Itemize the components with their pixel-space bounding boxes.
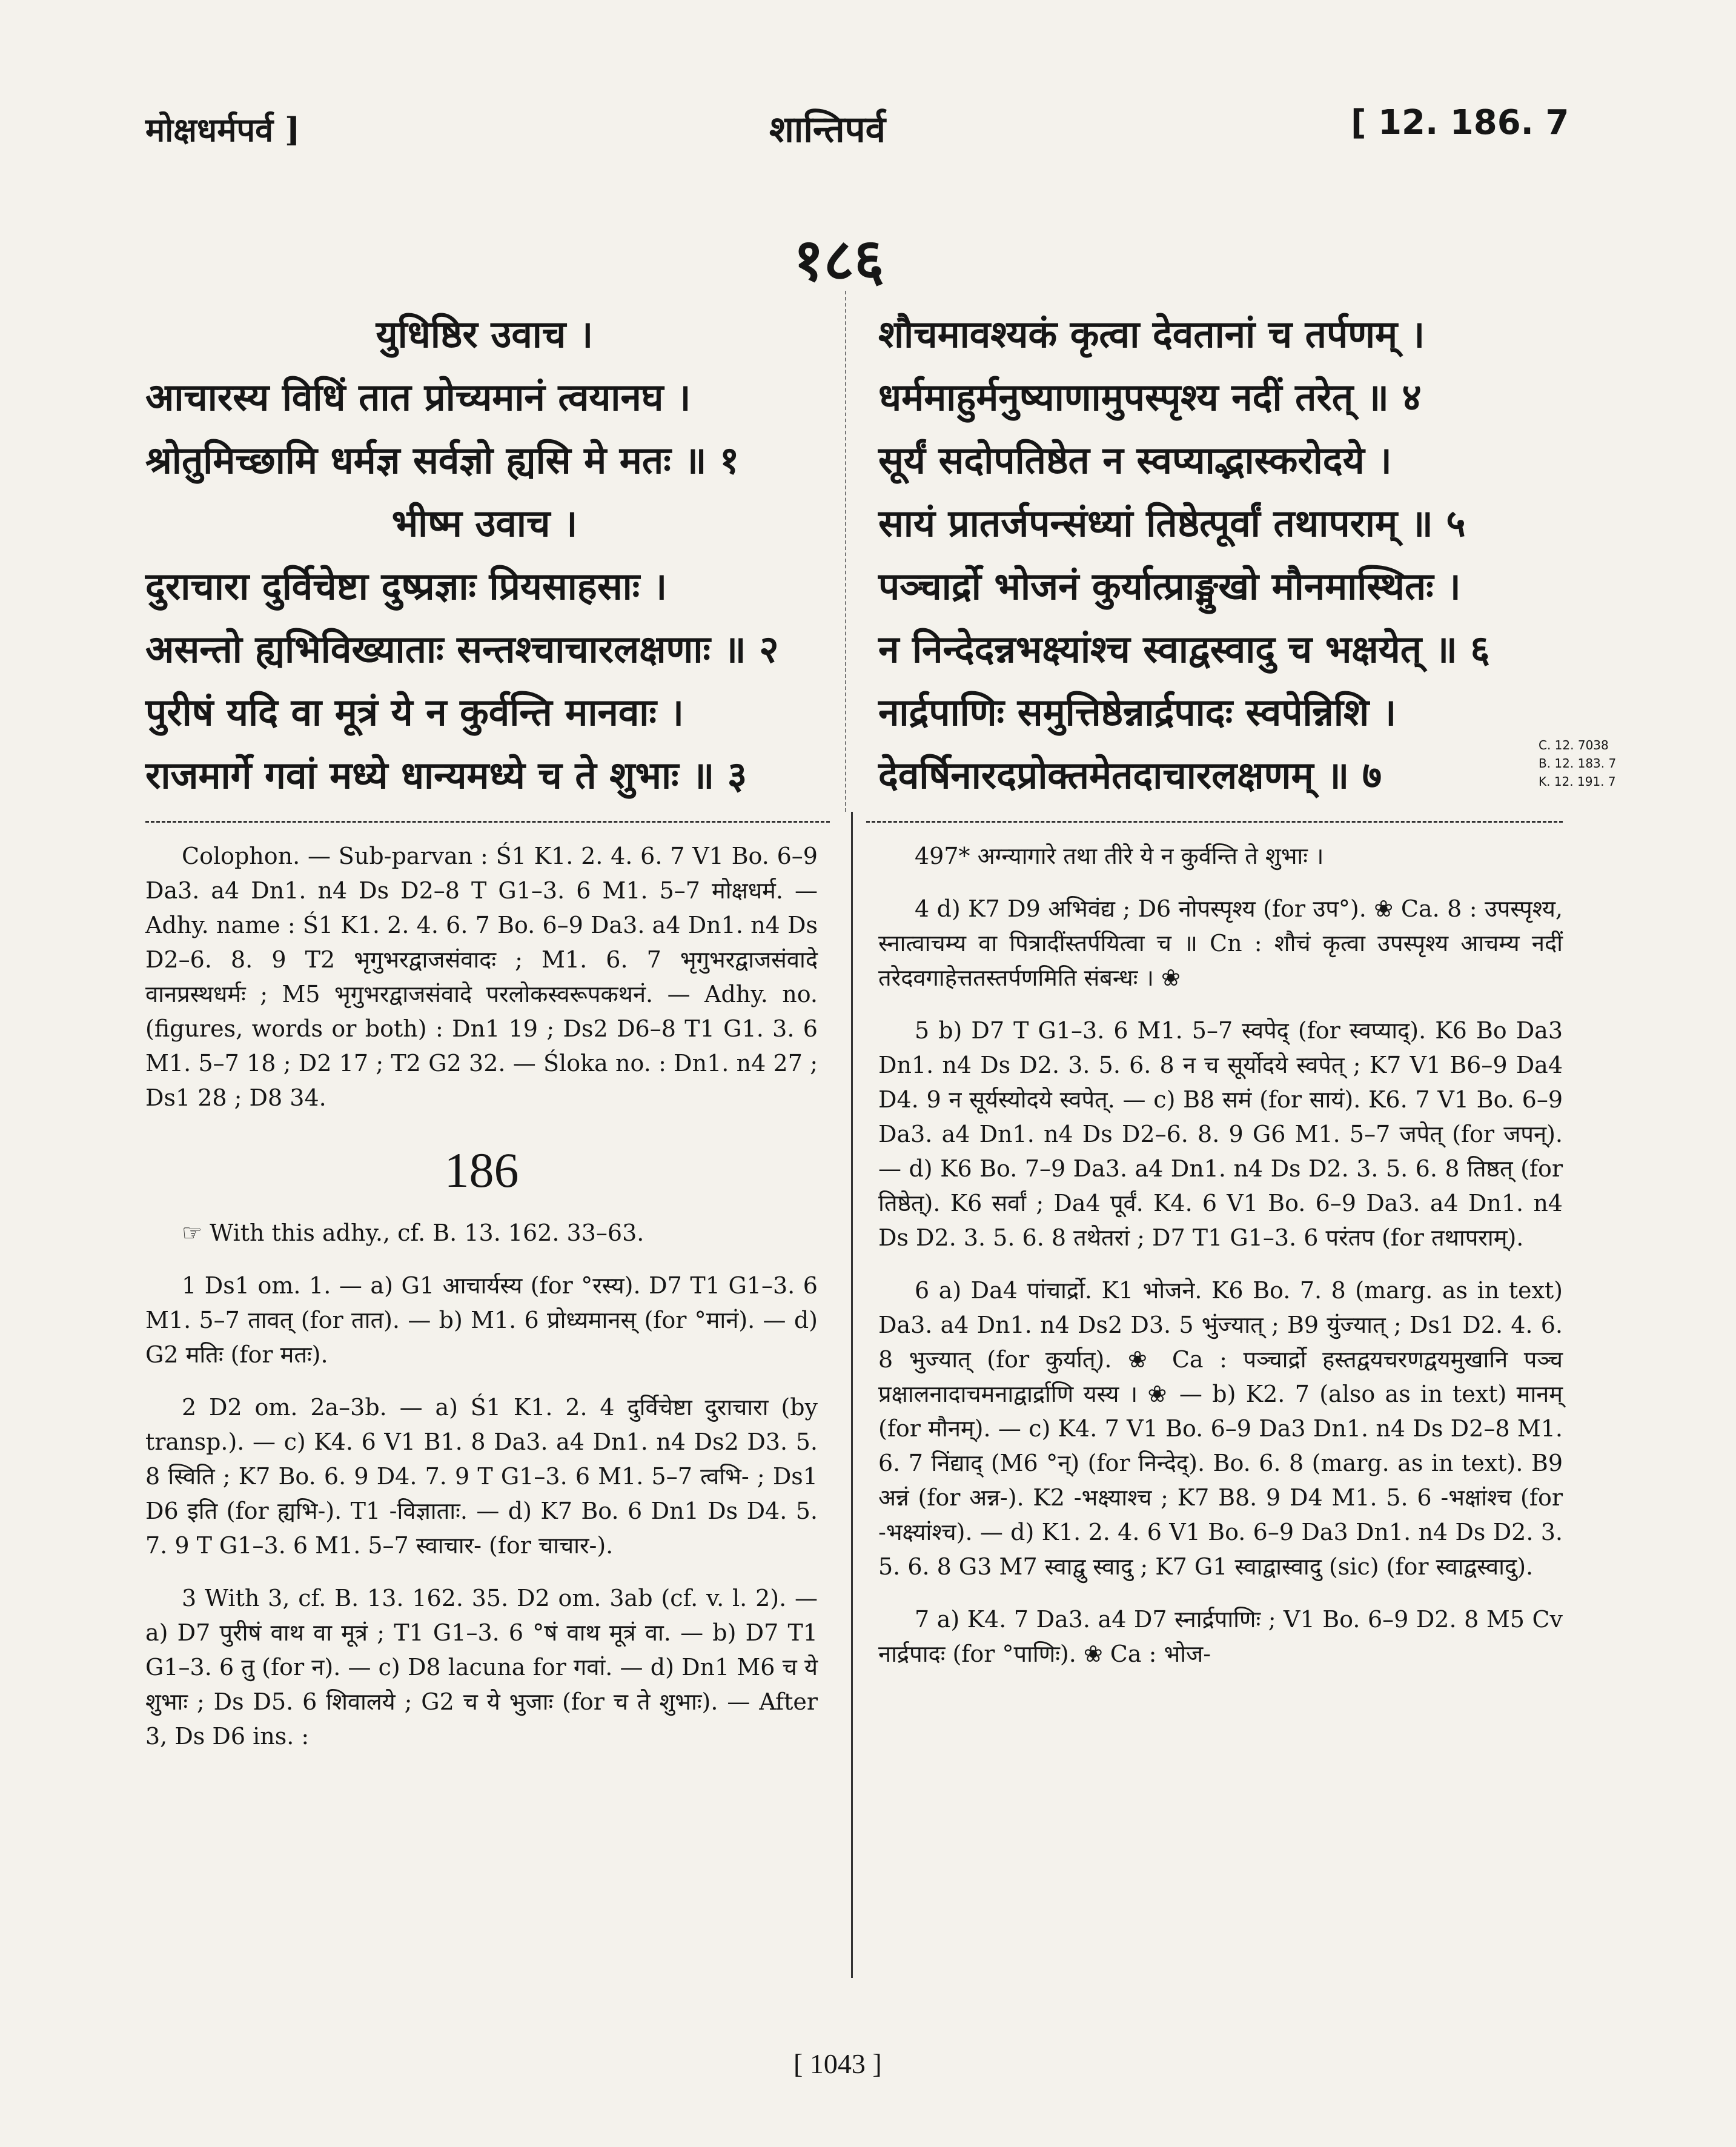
verse-line: पुरीषं यदि वा मूत्रं ये न कुर्वन्ति मानवाः । bbox=[145, 690, 684, 734]
verse-notes-divider-right bbox=[866, 821, 1563, 823]
variant-note-2: 2 D2 om. 2a–3b. — a) Ś1 K1. 2. 4 दुर्विचेष्टा दुराचारा (by transp.). — c) K4. 6 V1 B1. 8 Da3. a4 Dn1. n4 Ds2 D3. 5. 8 स्विति ; K7 Bo. 6. 9 D4. 7. 9 T G1–3. 6 M1. 5–7 त्वभि- ; Ds1 D6 इति (for ह्यभि-). T1 -विज्ञाताः. — d) K7 Bo. 6 Dn1 Ds D4. 5. 7. 9 T G1–3. 6 M1. 5–7 स्वाचार- (for चाचार-). bbox=[145, 1394, 818, 1559]
verse-line: भीष्म उवाच । bbox=[391, 501, 578, 545]
variant-note-4: 4 d) K7 D9 अभिवंद्य ; D6 नोपस्पृश्य (for उप°). ❀ Ca. 8 : उपस्पृश्य, स्नात्वाचम्य वा पित्रादींस्तर्पयित्वा च ॥ Cn : शौचं कृत्वा उपस्पृश्य आचम्य नदीं तरेदवगाहेत्ततस्तर्पणमिति संबन्धः । ❀ bbox=[878, 895, 1563, 991]
page-number: [ 1043 ] bbox=[793, 2048, 882, 2079]
verse-line: युधिष्ठिर उवाच । bbox=[376, 312, 594, 356]
concordance-ref: K. 12. 191. 7 bbox=[1539, 774, 1616, 789]
verse-line: दुराचारा दुर्विचेष्टा दुष्प्रज्ञाः प्रियसाहसाः । bbox=[145, 564, 668, 608]
colophon-note: Colophon. — Sub-parvan : Ś1 K1. 2. 4. 6. 7 V1 Bo. 6–9 Da3. a4 Dn1. n4 Ds D2–8 T G1–3. 6 M1. 5–7 मोक्षधर्म. — Adhy. name : Ś1 K1. 2. 4. 6. 7 Bo. 6–9 Da3. a4 Dn1. n4 Ds D2–6. 8. 9 T2 भृगुभरद्वाजसंवादः ; M1. 6. 7 भृगुभरद्वाजसंवादे वानप्रस्थधर्मः ; M5 भृगुभरद्वाजसंवादे परलोकस्वरूपकथनं. — Adhy. no. (figures, words or both) : Dn1 19 ; Ds2 D6–8 T1 G1. 3. 6 M1. 5–7 18 ; D2 17 ; T2 G2 32. — Śloka no. : Dn1. n4 27 ; Ds1 28 ; D8 34. bbox=[145, 843, 818, 1111]
variant-note-1: 1 Ds1 om. 1. — a) G1 आचार्यस्य (for °रस्य). D7 T1 G1–3. 6 M1. 5–7 तावत् (for तात). — b) M1. 6 प्रोध्यमानस् (for °मानं). — d) G2 मतिः (for मतः). bbox=[145, 1272, 818, 1368]
verse-line: आचारस्य विधिं तात प्रोच्यमानं त्वयानघ । bbox=[145, 375, 691, 419]
variant-note-3: 3 With 3, cf. B. 13. 162. 35. D2 om. 3ab (cf. v. l. 2). — a) D7 पुरीषं वाथ वा मूत्रं ; T1 G1–3. 6 °षं वाथ मूत्रं वा. — b) D7 T1 G1–3. 6 तु (for न). — c) D8 lacuna for गवां. — d) Dn1 M6 च ये शुभाः ; Ds D5. 6 शिवालये ; G2 च ये भुजाः (for च ते शुभाः). — After 3, Ds D6 ins. : bbox=[145, 1585, 818, 1750]
verse-notes-divider-left bbox=[145, 821, 830, 823]
verse-line: शौचमावश्यकं कृत्वा देवतानां च तर्पणम् । bbox=[878, 312, 1425, 356]
running-head-left: मोक्षधर्मपर्व ] bbox=[145, 110, 300, 149]
verse-line: राजमार्गे गवां मध्ये धान्यमध्ये च ते शुभाः ॥ ३ bbox=[145, 753, 747, 797]
concordance-ref: B. 12. 183. 7 bbox=[1539, 756, 1617, 771]
column-divider-top bbox=[845, 291, 846, 812]
critical-apparatus-right bbox=[878, 839, 1563, 1690]
adhyaya-number: 186 bbox=[444, 1143, 519, 1198]
verses-right-column bbox=[878, 303, 1557, 807]
variant-note-5: 5 b) D7 T G1–3. 6 M1. 5–7 स्वपेद् (for स्वप्याद्). K6 Bo Da3 Dn1. n4 Ds D2. 3. 5. 6. 8 न च सूर्योदये स्वपेत् ; K7 V1 B6–9 Da4 D4. 9 न सूर्यस्योदये स्वपेत्. — c) B8 समं (for सायं). K6. 7 V1 Bo. 6–9 Da3. a4 Dn1. n4 Ds D2–6. 8. 9 G6 M1. 5–7 जपेत् (for जपन्). — d) K6 Bo. 7–9 Da3. a4 Dn1. n4 Ds D2. 3. 5. 6. 8 तिष्ठत् (for तिष्ठेत्). K6 सर्वां ; Da4 पूर्वं. K4. 6 V1 Bo. 6–9 Da3. a4 Dn1. n4 Ds D2. 3. 5. 6. 8 तथेतरां ; D7 T1 G1–3. 6 परंतप (for तथापराम्). bbox=[878, 1017, 1563, 1251]
running-head-center: शान्तिपर्व bbox=[769, 108, 886, 151]
cross-reference: ☞ With this adhy., cf. B. 13. 162. 33–63. bbox=[182, 1220, 644, 1246]
verse-line: असन्तो ह्यभिविख्याताः सन्तश्चाचारलक्षणाः ॥ २ bbox=[145, 627, 779, 671]
verse-line: सूर्यं सदोपतिष्ठेत न स्वप्याद्भास्करोदये । bbox=[878, 438, 1392, 482]
column-divider bbox=[851, 812, 853, 1978]
verse-line: नार्द्रपाणिः समुत्तिष्ठेन्नार्द्रपादः स्वपेन्निशि । bbox=[878, 690, 1397, 734]
verse-line: धर्ममाहुर्मनुष्याणामुपस्पृश्य नदीं तरेत् ॥ ४ bbox=[878, 375, 1422, 419]
variant-note-6: 6 a) Da4 पांचार्द्रो. K1 भोजने. K6 Bo. 7. 8 (marg. as in text) Da3. a4 Dn1. n4 Ds2 D3. 5 भुंज्यात् ; B9 युंज्यात् ; Ds1 D2. 4. 6. 8 भुज्यात् (for कुर्यात्). ❀ Ca : पञ्चार्द्रो हस्तद्वयचरणद्वयमुखानि पञ्च प्रक्षालनादाचमनाद्वार्द्राणि यस्य । ❀ — b) K2. 7 (also as in text) मानम् (for मौनम्). — c) K4. 7 V1 Bo. 6–9 Da3 Dn1. n4 Ds D2–8 M1. 6. 7 निंद्याद् (M6 °न्) (for निन्देद्). Bo. 6. 8 (marg. as in text). B9 अन्नं (for अन्न-). K2 -भक्ष्याश्च ; K7 B8. 9 D4 M1. 5. 6 -भक्षांश्च (for -भक्ष्यांश्च). — d) K1. 2. 4. 6 V1 Bo. 6–9 Da3 Dn1. n4 Ds D2. 3. 5. 6. 8 G3 M7 स्वाद्वु स्वादु ; K7 G1 स्वाद्वास्वादु (sic) (for स्वाद्वस्वादु). bbox=[878, 1277, 1563, 1580]
concordance-ref: C. 12. 7038 bbox=[1539, 738, 1609, 752]
verse-line: देवर्षिनारदप्रोक्तमेतदाचारलक्षणम् ॥ ७ bbox=[878, 753, 1382, 797]
running-head-right: [ 12. 186. 7 bbox=[1351, 103, 1569, 142]
verse-line: श्रोतुमिच्छामि धर्मज्ञ सर्वज्ञो ह्यसि मे मतः ॥ १ bbox=[145, 438, 740, 482]
critical-apparatus-left bbox=[145, 839, 818, 1772]
insertion-497: 497* अग्न्यागारे तथा तीरे ये न कुर्वन्ति ते शुभाः । bbox=[915, 843, 1324, 869]
chapter-number: १८६ bbox=[793, 225, 884, 294]
verse-line: न निन्देदन्नभक्ष्यांश्च स्वाद्वस्वादु च भक्षयेत् ॥ ६ bbox=[878, 627, 1490, 671]
concordance-refs bbox=[1539, 736, 1616, 791]
verse-line: पञ्चार्द्रो भोजनं कुर्यात्प्राङ्मुखो मौनमास्थितः । bbox=[878, 564, 1461, 608]
variant-note-7: 7 a) K4. 7 Da3. a4 D7 स्नार्द्रपाणिः ; V1 Bo. 6–9 D2. 8 M5 Cv नार्द्रपादः (for °पाणिः). ❀ Ca : भोज- bbox=[878, 1606, 1563, 1667]
verses-left-column bbox=[145, 303, 824, 807]
verse-line: सायं प्रातर्जपन्संध्यां तिष्ठेत्पूर्वां तथापराम् ॥ ५ bbox=[878, 501, 1466, 545]
